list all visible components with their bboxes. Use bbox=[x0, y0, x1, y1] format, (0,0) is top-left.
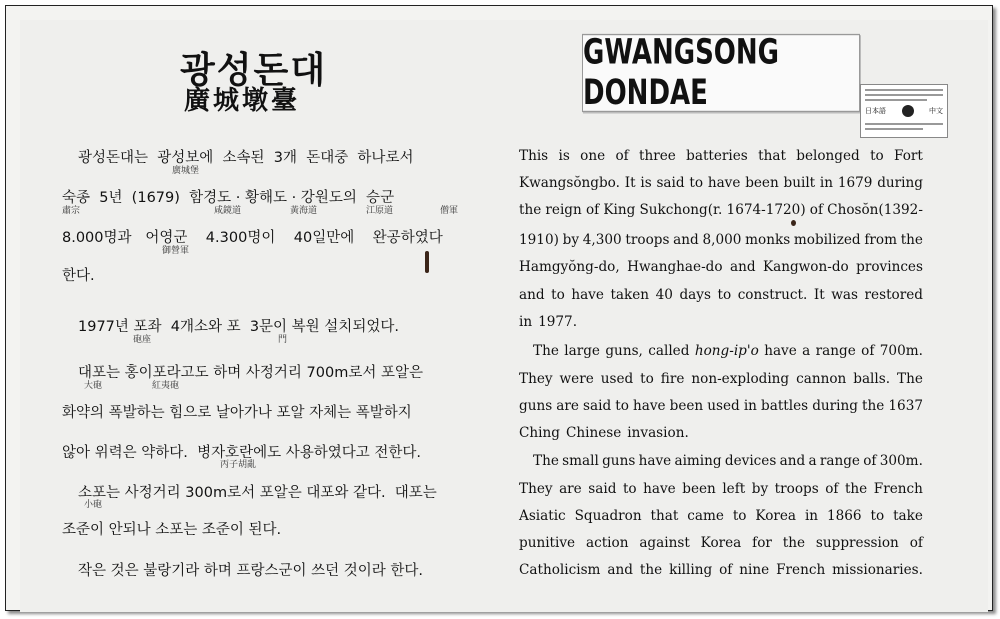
english-word: against bbox=[639, 535, 690, 551]
english-word: to bbox=[615, 398, 629, 414]
english-word: 1679 bbox=[837, 175, 873, 191]
korean-line: 작은 것은 불랑기라 하며 프랑스군이 쓰던 것이라 한다. bbox=[78, 563, 424, 579]
english-word: mobilized bbox=[793, 232, 861, 248]
english-word: during bbox=[877, 175, 923, 191]
english-word: called bbox=[648, 343, 690, 359]
english-word: and bbox=[519, 287, 545, 303]
english-word: the bbox=[900, 232, 923, 248]
english-word: been bbox=[682, 481, 716, 497]
english-word: been bbox=[745, 175, 779, 191]
english-word: guns bbox=[519, 398, 553, 414]
hanja-note: 僧軍 bbox=[440, 206, 459, 216]
fine-print bbox=[865, 123, 943, 125]
english-word: were bbox=[559, 371, 594, 387]
english-line bbox=[519, 259, 923, 275]
english-word: Asiatic bbox=[519, 508, 566, 524]
english-word: devices bbox=[724, 453, 777, 469]
english-word: aiming bbox=[674, 453, 722, 469]
english-word: left bbox=[722, 481, 746, 497]
hanja-note: 御營軍 bbox=[162, 246, 190, 256]
english-word: monks bbox=[745, 232, 791, 248]
english-word: 1866 bbox=[826, 508, 862, 524]
english-word: said bbox=[588, 481, 617, 497]
english-word: 1637 bbox=[888, 398, 923, 414]
hanja-note: 紅夷砲 bbox=[152, 381, 180, 391]
english-line bbox=[519, 287, 923, 303]
english-word: in bbox=[804, 508, 819, 524]
english-word: batteries bbox=[686, 148, 748, 164]
korean-title: 광성돈대 bbox=[180, 50, 328, 91]
english-word: balls. bbox=[853, 371, 891, 387]
english-word: of bbox=[861, 343, 875, 359]
english-word: by bbox=[751, 481, 769, 497]
english-line bbox=[519, 232, 923, 248]
english-word: 700m. bbox=[879, 343, 923, 359]
english-word: to bbox=[551, 287, 565, 303]
english-word: have bbox=[643, 481, 676, 497]
english-word: French bbox=[873, 481, 923, 497]
english-word: from bbox=[864, 232, 897, 248]
english-word: troops bbox=[774, 481, 819, 497]
english-word: that bbox=[758, 148, 786, 164]
english-word: Korea bbox=[700, 535, 742, 551]
english-word: taken bbox=[610, 287, 650, 303]
english-word: said bbox=[583, 398, 612, 414]
english-word: have bbox=[764, 343, 797, 359]
english-word: restored bbox=[864, 287, 923, 303]
korean-title-hanja: 廣城墩臺 bbox=[184, 86, 301, 116]
english-line bbox=[519, 398, 923, 414]
english-word: missionaries. bbox=[832, 562, 923, 578]
english-word: came bbox=[687, 508, 724, 524]
korean-line: 대포는 홍이포라고도 하며 사정거리 700m로서 포알은 bbox=[78, 365, 423, 381]
english-word: of bbox=[719, 562, 733, 578]
english-word: 1910) bbox=[519, 232, 559, 248]
english-word: have bbox=[571, 287, 604, 303]
english-word: and bbox=[673, 232, 699, 248]
english-word: a bbox=[802, 343, 811, 359]
english-word: cannon bbox=[796, 371, 847, 387]
hanja-note: 丙子胡亂 bbox=[220, 460, 257, 470]
english-word: said bbox=[656, 175, 685, 191]
english-word: Kangwon-do bbox=[762, 259, 849, 275]
english-word: provinces bbox=[856, 259, 923, 275]
hanja-note: 江原道 bbox=[366, 206, 394, 216]
korean-line: 8.000명과 어영군 4.300명이 40일만에 완공하였다 bbox=[62, 230, 443, 246]
english-word: built bbox=[783, 175, 816, 191]
english-word: to bbox=[717, 287, 732, 303]
english-word: Sukchong(r. bbox=[639, 202, 723, 218]
english-line bbox=[519, 148, 923, 164]
english-word: days bbox=[679, 287, 711, 303]
english-word: battles bbox=[761, 398, 809, 414]
english-word: punitive bbox=[519, 535, 576, 551]
english-word: used bbox=[707, 398, 740, 414]
english-word: large bbox=[564, 343, 600, 359]
hanja-note: 咸鏡道 bbox=[214, 206, 242, 216]
english-word: of bbox=[825, 481, 839, 497]
english-word: The bbox=[533, 453, 559, 469]
english-word: French bbox=[776, 562, 826, 578]
english-word: to bbox=[622, 481, 637, 497]
english-word: one bbox=[580, 148, 606, 164]
english-word: used bbox=[600, 371, 634, 387]
english-word: of bbox=[615, 148, 629, 164]
english-word: take bbox=[893, 508, 923, 524]
english-word: 4,300 bbox=[582, 232, 622, 248]
fine-print bbox=[865, 94, 943, 96]
english-line bbox=[519, 481, 923, 497]
english-word: The bbox=[897, 371, 923, 387]
english-word: are bbox=[556, 398, 579, 414]
english-word: troops bbox=[625, 232, 670, 248]
english-word: The bbox=[533, 343, 559, 359]
english-word: and bbox=[779, 453, 806, 469]
english-word: to bbox=[732, 508, 747, 524]
english-word: hong-ip'o bbox=[694, 343, 759, 359]
english-word: belonged bbox=[796, 148, 860, 164]
japanese-label: 日本語 bbox=[865, 107, 886, 115]
english-word: in bbox=[743, 398, 757, 414]
english-word: invasion. bbox=[627, 425, 689, 441]
english-word: action bbox=[585, 535, 629, 551]
english-line bbox=[519, 202, 923, 218]
seal-icon bbox=[902, 105, 914, 117]
fine-print bbox=[865, 89, 943, 91]
english-word: This bbox=[519, 148, 549, 164]
english-word: King bbox=[603, 202, 636, 218]
english-line bbox=[519, 508, 923, 524]
english-word: was bbox=[831, 287, 858, 303]
english-word: 8,000 bbox=[702, 232, 742, 248]
english-line bbox=[533, 343, 923, 359]
english-word: the bbox=[844, 481, 868, 497]
english-line bbox=[519, 371, 923, 387]
english-word: reign bbox=[545, 202, 582, 218]
english-word: have bbox=[632, 398, 666, 414]
korean-line: 소포는 사정거리 300m로서 포알은 대포와 같다. 대포는 bbox=[78, 485, 437, 501]
english-word: range bbox=[815, 343, 856, 359]
english-word: guns, bbox=[605, 343, 643, 359]
english-word: that bbox=[650, 508, 679, 524]
english-word: a bbox=[808, 453, 817, 469]
english-word: 300m. bbox=[879, 453, 923, 469]
english-word: have bbox=[707, 175, 741, 191]
english-line bbox=[519, 175, 923, 191]
chinese-label: 中文 bbox=[929, 107, 943, 115]
english-word: Kwangsŏngbo. bbox=[519, 175, 620, 191]
korean-line: 1977년 포좌 4개소와 포 3문이 복원 설치되었다. bbox=[78, 319, 399, 335]
english-word: 1674-1720) bbox=[726, 202, 806, 218]
english-word: is bbox=[558, 148, 570, 164]
english-word: nine bbox=[739, 562, 770, 578]
english-line bbox=[519, 425, 923, 441]
english-word: to bbox=[870, 148, 884, 164]
english-word: is bbox=[640, 175, 652, 191]
fine-print bbox=[865, 99, 927, 101]
hanja-note: 小砲 bbox=[84, 500, 103, 510]
english-word: small bbox=[562, 453, 599, 469]
english-title: GWANGSONG DONDAE bbox=[583, 32, 780, 114]
english-line bbox=[519, 562, 923, 578]
rust-stain bbox=[425, 251, 429, 273]
english-word: during bbox=[812, 398, 858, 414]
english-word: 40 bbox=[655, 287, 673, 303]
english-word: in bbox=[819, 175, 834, 191]
korean-line: 한다. bbox=[62, 268, 95, 284]
english-word: construct. bbox=[737, 287, 808, 303]
english-word: range bbox=[819, 453, 860, 469]
english-word: the bbox=[639, 562, 663, 578]
language-row bbox=[865, 104, 943, 118]
english-word: Catholicism bbox=[519, 562, 601, 578]
hanja-note: 肅宗 bbox=[62, 206, 81, 216]
english-word: for bbox=[752, 535, 772, 551]
english-word: been bbox=[669, 398, 704, 414]
english-word: by bbox=[562, 232, 580, 248]
english-word: fire bbox=[660, 371, 685, 387]
english-word: Chinese bbox=[565, 425, 622, 441]
korean-line: 조준이 안되나 소포는 조준이 된다. bbox=[62, 522, 282, 538]
english-word: to bbox=[640, 371, 654, 387]
hanja-note: 廣城堡 bbox=[172, 166, 200, 176]
english-word: to bbox=[689, 175, 704, 191]
english-word: the bbox=[782, 535, 806, 551]
english-word: Hamgyŏng-do, bbox=[519, 259, 620, 275]
english-word: It bbox=[813, 287, 825, 303]
english-word: suppression bbox=[815, 535, 899, 551]
english-word: of bbox=[863, 453, 877, 469]
english-line bbox=[519, 314, 923, 330]
english-word: They bbox=[519, 371, 553, 387]
english-word: Ching bbox=[519, 425, 560, 441]
korean-line: 화약의 폭발하는 힘으로 날아가나 포알 자체는 폭발하지 bbox=[62, 405, 412, 421]
english-word: and bbox=[729, 259, 756, 275]
english-word: in bbox=[519, 314, 533, 330]
english-word: It bbox=[624, 175, 636, 191]
hanja-note: 大砲 bbox=[84, 381, 103, 391]
english-word: non-exploding bbox=[691, 371, 790, 387]
english-word: and bbox=[607, 562, 633, 578]
fine-print bbox=[865, 128, 923, 130]
english-word: to bbox=[870, 508, 885, 524]
english-line bbox=[533, 453, 923, 469]
language-badge bbox=[860, 84, 948, 138]
english-word: have bbox=[638, 453, 672, 469]
english-word: Chosŏn(1392- bbox=[827, 202, 923, 218]
english-title-plate bbox=[582, 34, 860, 112]
english-word: Korea bbox=[755, 508, 797, 524]
english-word: are bbox=[559, 481, 582, 497]
hanja-note: 黃海道 bbox=[290, 206, 318, 216]
english-word: the bbox=[862, 398, 885, 414]
korean-line: 않아 위력은 약하다. 병자호란에도 사용하였다고 전한다. bbox=[62, 445, 422, 461]
english-word: of bbox=[809, 202, 824, 218]
english-word: Fort bbox=[894, 148, 923, 164]
english-word: Squadron bbox=[574, 508, 642, 524]
english-word: killing bbox=[669, 562, 713, 578]
hanja-note: 門 bbox=[278, 335, 288, 345]
english-word: of bbox=[909, 535, 923, 551]
english-word: Hwanghae-do bbox=[627, 259, 723, 275]
english-word: guns bbox=[602, 453, 636, 469]
english-word: 1977. bbox=[538, 314, 578, 330]
english-line bbox=[519, 535, 923, 551]
english-word: of bbox=[585, 202, 600, 218]
korean-line: 광성돈대는 광성보에 소속된 3개 돈대중 하나로서 bbox=[78, 150, 414, 166]
english-word: They bbox=[519, 481, 553, 497]
english-word: the bbox=[519, 202, 542, 218]
hanja-note: 砲座 bbox=[133, 335, 152, 345]
korean-line: 숙종 5년 (1679) 함경도 · 황해도 · 강원도의 승군 bbox=[62, 190, 395, 206]
english-word: three bbox=[639, 148, 676, 164]
rust-stain bbox=[791, 220, 796, 226]
